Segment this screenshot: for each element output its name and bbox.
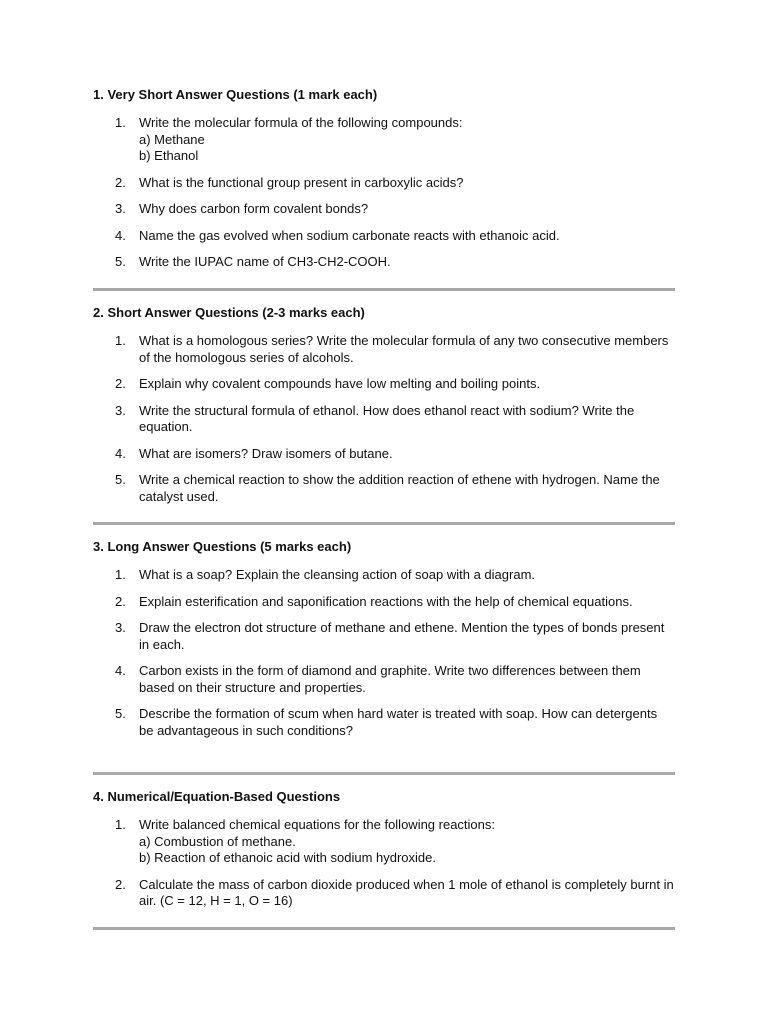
question-text: Write the molecular formula of the following compounds: — [139, 115, 463, 130]
question-text: Calculate the mass of carbon dioxide produced when 1 mole of ethanol is completely burnt in air. (C = 12, H = 1, O = 16) — [139, 876, 674, 908]
question-list — [93, 567, 675, 739]
question-text: Draw the electron dot structure of methane and ethene. Mention the types of bonds present in each. — [139, 620, 665, 652]
question-text: Describe the formation of scum when hard water is treated with soap. How can detergents be advantageous in such conditions? — [139, 706, 658, 738]
question-number: 3. — [115, 620, 126, 635]
question-item — [93, 620, 675, 653]
question-number: 1. — [115, 115, 126, 130]
question-item — [93, 594, 675, 611]
question-text: Carbon exists in the form of diamond and graphite. Write two differences between them based on their structure and properties. — [139, 663, 641, 695]
question-number: 2. — [115, 376, 126, 391]
question-number: 5. — [115, 706, 126, 721]
question-number: 5. — [115, 472, 126, 487]
question-item — [93, 472, 675, 505]
question-number: 4. — [115, 663, 126, 678]
question-text: Write balanced chemical equations for the following reactions: — [139, 817, 496, 832]
question-item — [93, 446, 675, 463]
question-item — [93, 175, 675, 192]
section-long — [93, 539, 675, 749]
question-number: 3. — [115, 201, 126, 216]
section-numerical — [93, 789, 675, 920]
question-item — [93, 254, 675, 271]
question-sub-item: b) Ethanol — [139, 148, 199, 163]
question-number: 3. — [115, 402, 126, 418]
question-number: 2. — [115, 174, 126, 190]
question-number: 4. — [115, 445, 126, 461]
question-sub-item: a) Combustion of methane. — [139, 833, 296, 849]
question-text: Explain why covalent compounds have low melting and boiling points. — [139, 376, 541, 391]
question-item — [93, 115, 675, 165]
question-list — [93, 115, 675, 271]
question-number: 5. — [115, 254, 126, 269]
section-divider — [93, 772, 675, 775]
section-divider — [93, 927, 675, 930]
question-text: What are isomers? Draw isomers of butane. — [139, 445, 393, 461]
question-item — [93, 567, 675, 584]
question-number: 1. — [115, 567, 126, 582]
section-title: 4. Numerical/Equation-Based Questions — [93, 789, 341, 804]
question-item — [93, 403, 675, 436]
question-item — [93, 706, 675, 739]
question-item — [93, 201, 675, 218]
question-number: 2. — [115, 876, 126, 892]
question-text: What is a homologous series? Write the molecular formula of any two consecutive members of the homologous series of alcohols. — [139, 333, 669, 365]
question-sub-item: a) Methane — [139, 131, 205, 147]
question-text: Name the gas evolved when sodium carbonate reacts with ethanoic acid. — [139, 227, 560, 243]
question-text: Explain esterification and saponification reactions with the help of chemical equations. — [139, 593, 633, 609]
question-item — [93, 877, 675, 910]
question-number: 2. — [115, 593, 126, 609]
section-very-short — [93, 87, 675, 281]
question-number: 1. — [115, 333, 126, 348]
question-list — [93, 817, 675, 910]
question-item — [93, 333, 675, 366]
question-list — [93, 333, 675, 505]
question-item — [93, 228, 675, 245]
question-text: Write the structural formula of ethanol. How does ethanol react with sodium? Write the equation. — [139, 402, 635, 434]
question-text: Why does carbon form covalent bonds? — [139, 201, 369, 216]
section-title: 2. Short Answer Questions (2-3 marks each) — [93, 305, 365, 320]
question-number: 1. — [115, 817, 126, 832]
section-short — [93, 305, 675, 515]
question-item — [93, 663, 675, 696]
question-text: Write a chemical reaction to show the addition reaction of ethene with hydrogen. Name the catalyst used. — [139, 472, 660, 504]
question-sub-item: b) Reaction of ethanoic acid with sodium hydroxide. — [139, 850, 436, 865]
question-item — [93, 817, 675, 867]
question-text: What is a soap? Explain the cleansing action of soap with a diagram. — [139, 567, 536, 582]
question-text: Write the IUPAC name of CH3-CH2-COOH. — [139, 254, 391, 269]
question-number: 4. — [115, 227, 126, 243]
question-item — [93, 376, 675, 393]
question-text: What is the functional group present in carboxylic acids? — [139, 174, 464, 190]
section-title: 3. Long Answer Questions (5 marks each) — [93, 539, 352, 554]
section-divider — [93, 522, 675, 525]
section-divider — [93, 288, 675, 291]
section-title: 1. Very Short Answer Questions (1 mark each) — [93, 87, 378, 102]
